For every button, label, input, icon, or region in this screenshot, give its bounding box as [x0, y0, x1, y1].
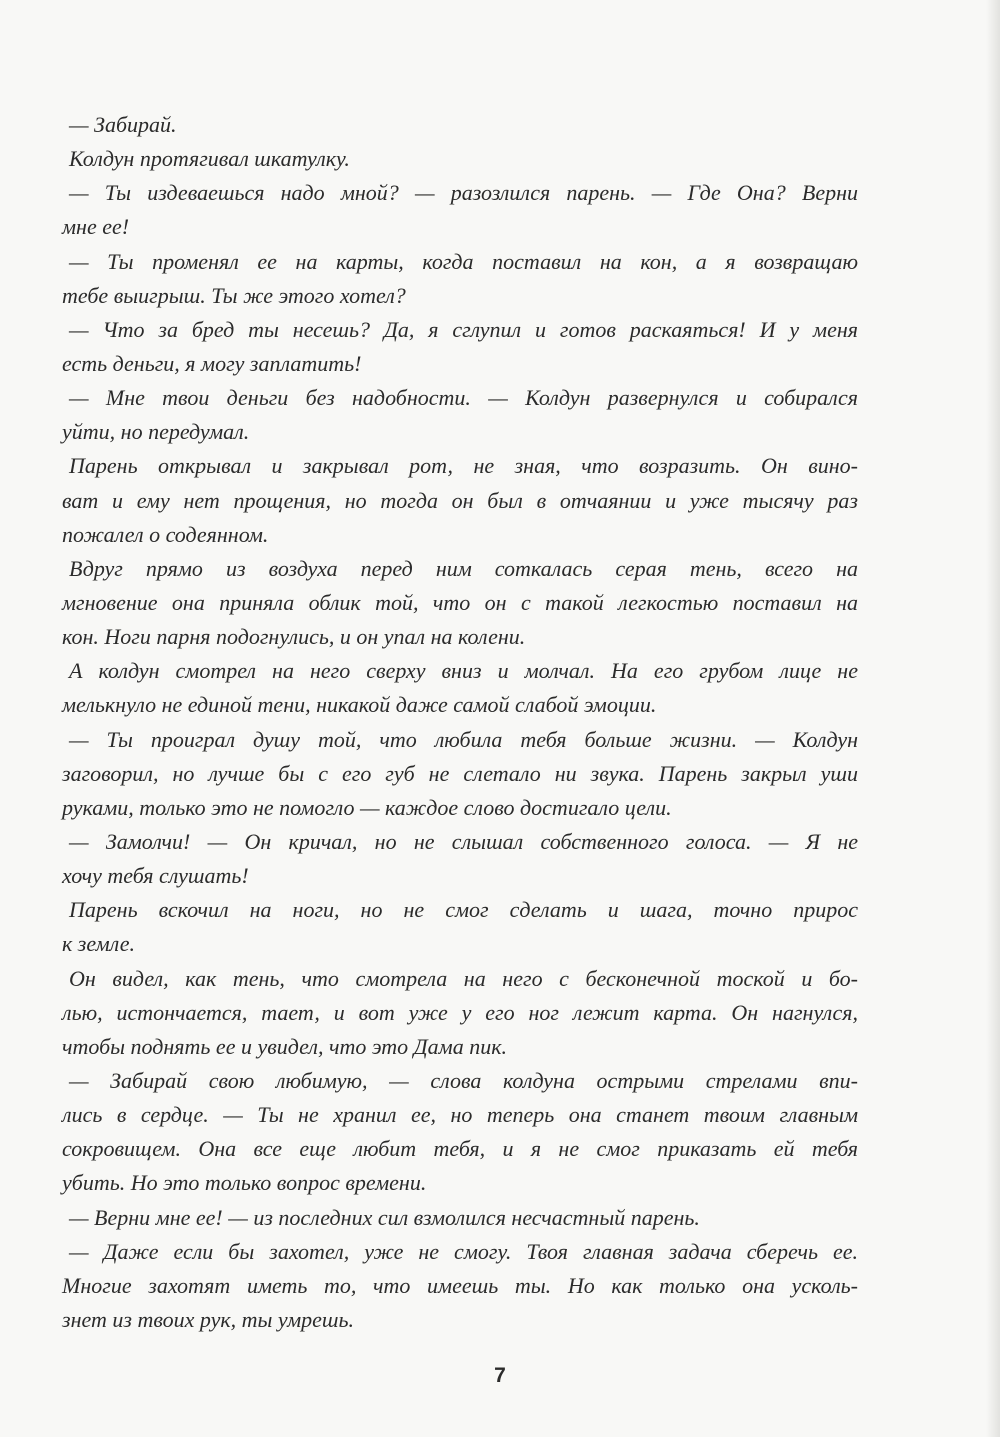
text-line: мне ее! [62, 214, 130, 240]
text-line: — Даже если бы захотел, уже не смогу. Твоя главная задача сберечь ее. [69, 1238, 858, 1264]
text-line: есть деньги, я могу заплатить! [62, 350, 362, 376]
text-line: — Забирай свою любимую, — слова колдуна острыми стрелами впи- [69, 1067, 858, 1093]
text-line: тебе выигрыш. Ты же этого хотел? [62, 282, 406, 308]
text-line: — Ты проиграл душу той, что любила тебя больше жизни. — Колдун [69, 726, 858, 752]
text-line: мелькнуло не единой тени, никакой даже самой слабой эмоции. [62, 692, 657, 718]
text-line: мгновение она приняла облик той, что он с такой легкостью поставил на [62, 589, 858, 615]
text-line: Он видел, как тень, что смотрела на него с бесконечной тоской и бо- [69, 965, 858, 991]
text-line: убить. Но это только вопрос времени. [62, 1170, 427, 1196]
text-line: — Ты променял ее на карты, когда поставил на кон, а я возвращаю [69, 248, 858, 274]
text-line: чтобы поднять ее и увидел, что это Дама пик. [62, 1033, 507, 1059]
text-line: — Верни мне ее! — из последних сил взмолился несчастный парень. [69, 1204, 700, 1230]
text-line: — Что за бред ты несешь? Да, я сглупил и готов раскаяться! И у меня [69, 316, 858, 342]
text-line: уйти, но передумал. [62, 419, 250, 445]
text-line: — Ты издеваешься надо мной? — разозлился парень. — Где Она? Верни [69, 180, 858, 206]
text-line: Колдун протягивал шкатулку. [69, 146, 350, 172]
text-line: лью, истончается, тает, и вот уже у его ног лежит карта. Он нагнулся, [62, 999, 858, 1025]
text-line: знет из твоих рук, ты умрешь. [62, 1306, 355, 1332]
text-line: Вдруг прямо из воздуха перед ним соткалась серая тень, всего на [69, 555, 858, 581]
page-edge-shadow [986, 0, 1000, 1437]
text-line: — Замолчи! — Он кричал, но не слышал собственного голоса. — Я не [69, 828, 858, 854]
page-number: 7 [494, 1364, 506, 1387]
text-line: — Забирай. [69, 112, 177, 137]
text-line: Многие захотят иметь то, что имеешь ты. Но как только она усколь- [62, 1272, 858, 1298]
text-line: заговорил, но лучше бы с его губ не слетало ни звука. Парень закрыл уши [62, 760, 858, 786]
text-line: кон. Ноги парня подогнулись, и он упал на колени. [62, 624, 526, 650]
text-line: хочу тебя слушать! [62, 863, 249, 889]
text-line: — Мне твои деньги без надобности. — Колдун развернулся и собирался [69, 385, 858, 411]
body-text [62, 108, 858, 1337]
text-line: Парень вскочил на ноги, но не смог сделать и шага, точно прирос [69, 897, 858, 923]
text-line: ват и ему нет прощения, но тогда он был в отчаянии и уже тысячу раз [62, 487, 858, 513]
text-line: руками, только это не помогло — каждое слово достигало цели. [62, 794, 672, 820]
text-line: пожалел о содеянном. [62, 521, 269, 547]
text-line: Парень открывал и закрывал рот, не зная, что возразить. Он вино- [69, 453, 858, 479]
text-line: лись в сердце. — Ты не хранил ее, но теперь она станет твоим главным [62, 1102, 858, 1128]
text-line: сокровищем. Она все еще любит тебя, и я не смог приказать ей тебя [62, 1136, 858, 1162]
text-line: А колдун смотрел на него сверху вниз и молчал. На его грубом лице не [69, 658, 858, 684]
text-line: к земле. [62, 931, 136, 957]
